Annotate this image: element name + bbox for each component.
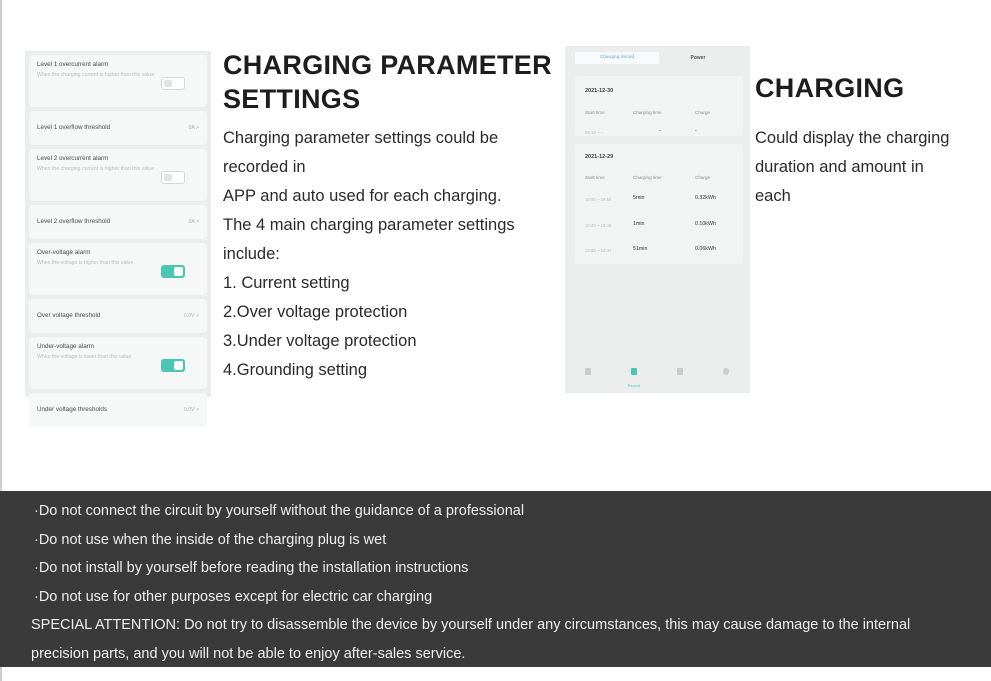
row-description: When the voltage is lower than this value [37, 354, 132, 360]
cell-charge: 0.10kWh [695, 221, 716, 227]
under-voltage-toggle[interactable] [161, 359, 185, 372]
settings-icon[interactable] [721, 366, 731, 378]
tab-charging-record[interactable]: Charging record [575, 52, 659, 64]
row-description: When the charging current is higher than this value [37, 72, 155, 78]
row-title: Level 2 overcurrent alarm [37, 155, 109, 162]
over-voltage-alarm-row [29, 243, 207, 295]
body-line: Could display the charging [755, 129, 950, 147]
tab-bar [565, 46, 750, 70]
row-title: Level 2 overflow threshold [37, 218, 111, 225]
cell-charging-time: 51min [633, 246, 648, 252]
body-line: 2.Over voltage protection [223, 303, 408, 321]
col-charging-time: Charging time [633, 110, 662, 115]
row-title: Over voltage threshold [37, 312, 101, 319]
bottom-nav [565, 358, 750, 393]
body-line: include: [223, 245, 280, 263]
row-title: Level 1 overcurrent alarm [37, 61, 109, 68]
nav-label-record: Record [627, 384, 641, 388]
record-card [575, 76, 743, 136]
row-title: Level 1 overflow threshold [37, 124, 111, 131]
record-date: 2021-12-29 [585, 154, 614, 160]
section-heading-parameter-settings: CHARGING PARAMETER SETTINGS [223, 50, 552, 114]
under-voltage-threshold-row[interactable] [29, 393, 207, 427]
home-icon[interactable] [583, 366, 593, 378]
cell-charging-time: - [659, 128, 661, 134]
row-value: 0.0V > [183, 407, 199, 413]
device-icon[interactable] [675, 366, 685, 378]
cell-start-time: 09:16 ~ -- [585, 130, 604, 135]
level2-overcurrent-alarm-row [29, 149, 207, 201]
record-icon[interactable] [629, 366, 639, 378]
body-line: 4.Grounding setting [223, 361, 368, 379]
row-value: 0A > [188, 219, 199, 225]
body-line: APP and auto used for each charging. [223, 187, 502, 205]
level1-overcurrent-alarm-row [29, 55, 207, 107]
warning-item: ·Do not use for other purposes except for electric car charging [34, 588, 433, 605]
cell-charging-time: 1min [633, 221, 645, 227]
body-line: 1. Current setting [223, 274, 350, 292]
cell-charge: 0.06kWh [695, 246, 716, 252]
level1-threshold-row[interactable] [29, 111, 207, 145]
level1-alarm-toggle[interactable] [161, 77, 185, 90]
body-line: The 4 main charging parameter settings [223, 216, 515, 234]
warning-item: ·Do not connect the circuit by yourself without the guidance of a professional [34, 503, 525, 519]
safety-warning-panel [0, 491, 991, 667]
body-line: each [755, 187, 791, 205]
col-start-time: Start time [585, 175, 605, 180]
row-description: When the charging current is higher than this value [37, 166, 155, 172]
body-line: duration and amount in [755, 158, 924, 176]
cell-charge: 0.32kWh [695, 195, 716, 201]
parameter-settings-screenshot [25, 51, 211, 413]
col-charge: Charge [695, 110, 711, 115]
over-voltage-threshold-row[interactable] [29, 299, 207, 333]
section-heading-charging: CHARGING [755, 73, 905, 103]
col-charge: Charge [695, 175, 711, 180]
record-card [575, 144, 743, 264]
cell-charging-time: 5min [633, 195, 645, 201]
body-line: Charging parameter settings could be [223, 129, 499, 147]
warning-item: ·Do not install by yourself before reading the installation instructions [34, 560, 469, 576]
tab-power[interactable]: Power [690, 55, 706, 61]
cell-start-time: 16:46 ~ 16:46 [585, 223, 612, 228]
row-title: Under-voltage alarm [37, 343, 95, 350]
warning-item: ·Do not use when the inside of the charging plug is wet [34, 531, 387, 548]
special-attention-line: precision parts, and you will not be able to enjoy after-sales service. [31, 645, 466, 662]
record-date: 2021-12-30 [585, 88, 614, 94]
level2-alarm-toggle[interactable] [161, 171, 185, 184]
body-line: 3.Under voltage protection [223, 332, 417, 350]
special-attention-line: SPECIAL ATTENTION: Do not try to disassemble the device by yourself under any circumstances, this may cause damage to the internal [31, 617, 911, 633]
cell-start-time: 15:55 ~ 16:47 [585, 248, 612, 253]
under-voltage-alarm-row [29, 337, 207, 389]
row-description: When the voltage is higher than this value [37, 260, 134, 266]
col-start-time: Start time [585, 110, 605, 115]
section-body-parameter-settings [223, 124, 563, 385]
row-value: 0A > [188, 125, 199, 131]
body-line: recorded in [223, 158, 306, 176]
level2-threshold-row[interactable] [29, 205, 207, 239]
cell-charge: - [695, 128, 697, 134]
charging-record-screenshot [565, 46, 750, 393]
row-value: 0.0V > [183, 313, 199, 319]
row-title: Under voltage thresholds [37, 406, 108, 413]
over-voltage-toggle[interactable] [161, 265, 185, 278]
row-title: Over-voltage alarm [37, 249, 91, 256]
section-body-charging [755, 124, 980, 211]
cell-start-time: 16:50 ~ 16:55 [585, 197, 612, 202]
col-charging-time: Charging time [633, 175, 662, 180]
